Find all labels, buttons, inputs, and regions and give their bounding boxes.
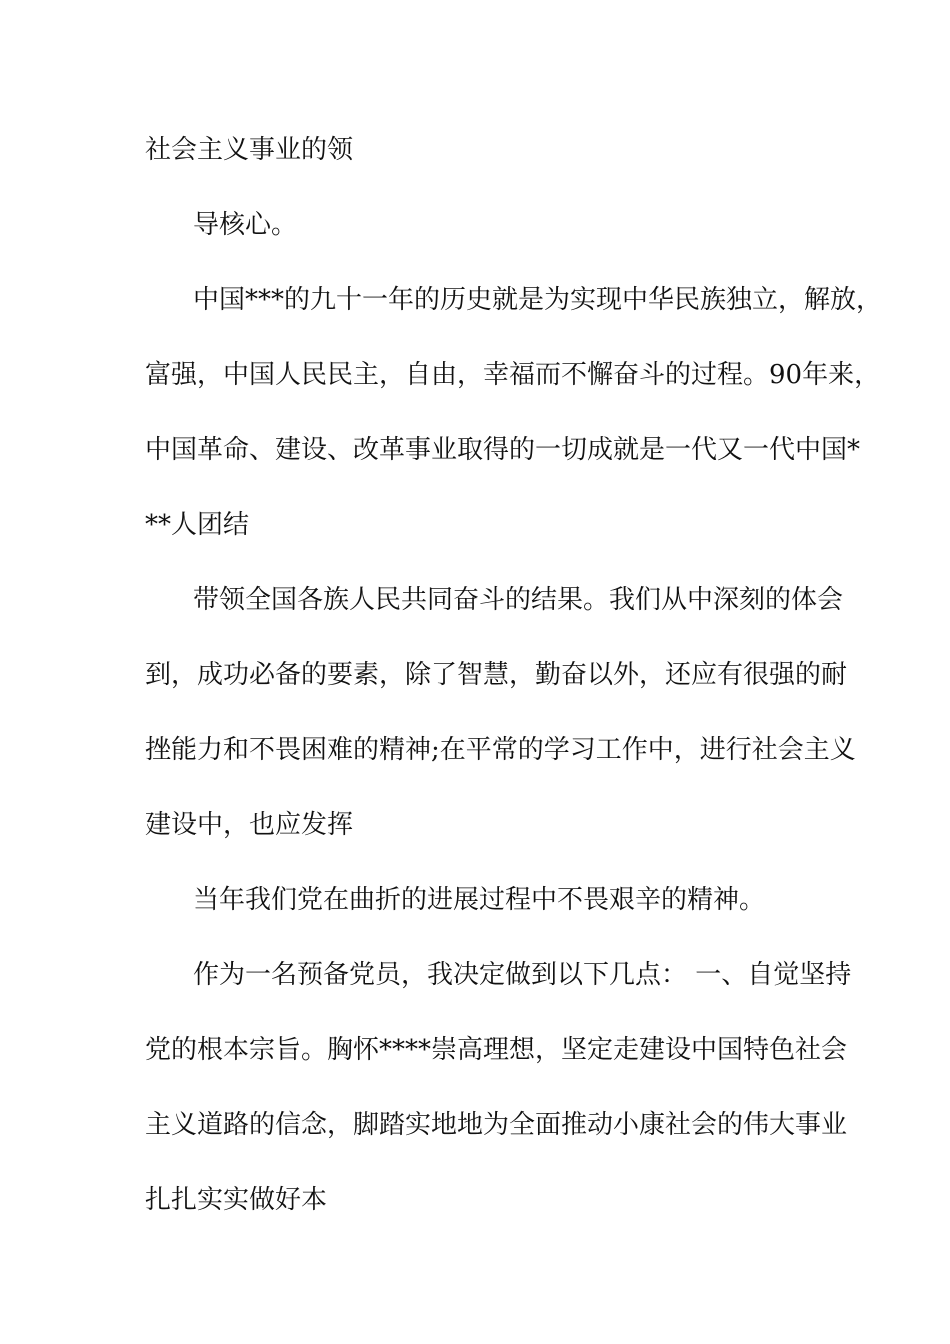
text-line: 社会主义事业的领 [145,135,354,165]
text-line: 中国***的九十一年的历史就是为实现中华民族独立，解放， [193,285,883,315]
text-line: 党的根本宗旨。胸怀****崇高理想，坚定走建设中国特色社会 [145,1035,848,1065]
text-line: 主义道路的信念，脚踏实地地为全面推动小康社会的伟大事业 [145,1110,848,1140]
text-line: 富强，中国人民民主，自由，幸福而不懈奋斗的过程。90年来， [145,360,881,390]
text-line: 导核心。 [193,210,298,240]
text-line: 扎扎实实做好本 [145,1185,328,1215]
text-line: 到，成功必备的要素，除了智慧，勤奋以外，还应有很强的耐 [145,660,848,690]
text-line: 作为一名预备党员，我决定做到以下几点： 一、自觉坚持 [193,960,852,990]
text-line: 带领全国各族人民共同奋斗的结果。我们从中深刻的体会 [193,585,844,615]
text-line: **人团结 [145,510,250,540]
text-line: 建设中，也应发挥 [145,810,354,840]
text-line: 当年我们党在曲折的进展过程中不畏艰辛的精神。 [193,885,766,915]
text-line: 挫能力和不畏困难的精神;在平常的学习工作中，进行社会主义 [145,735,856,765]
text-line: 中国革命、建设、改革事业取得的一切成就是一代又一代中国* [145,435,861,465]
